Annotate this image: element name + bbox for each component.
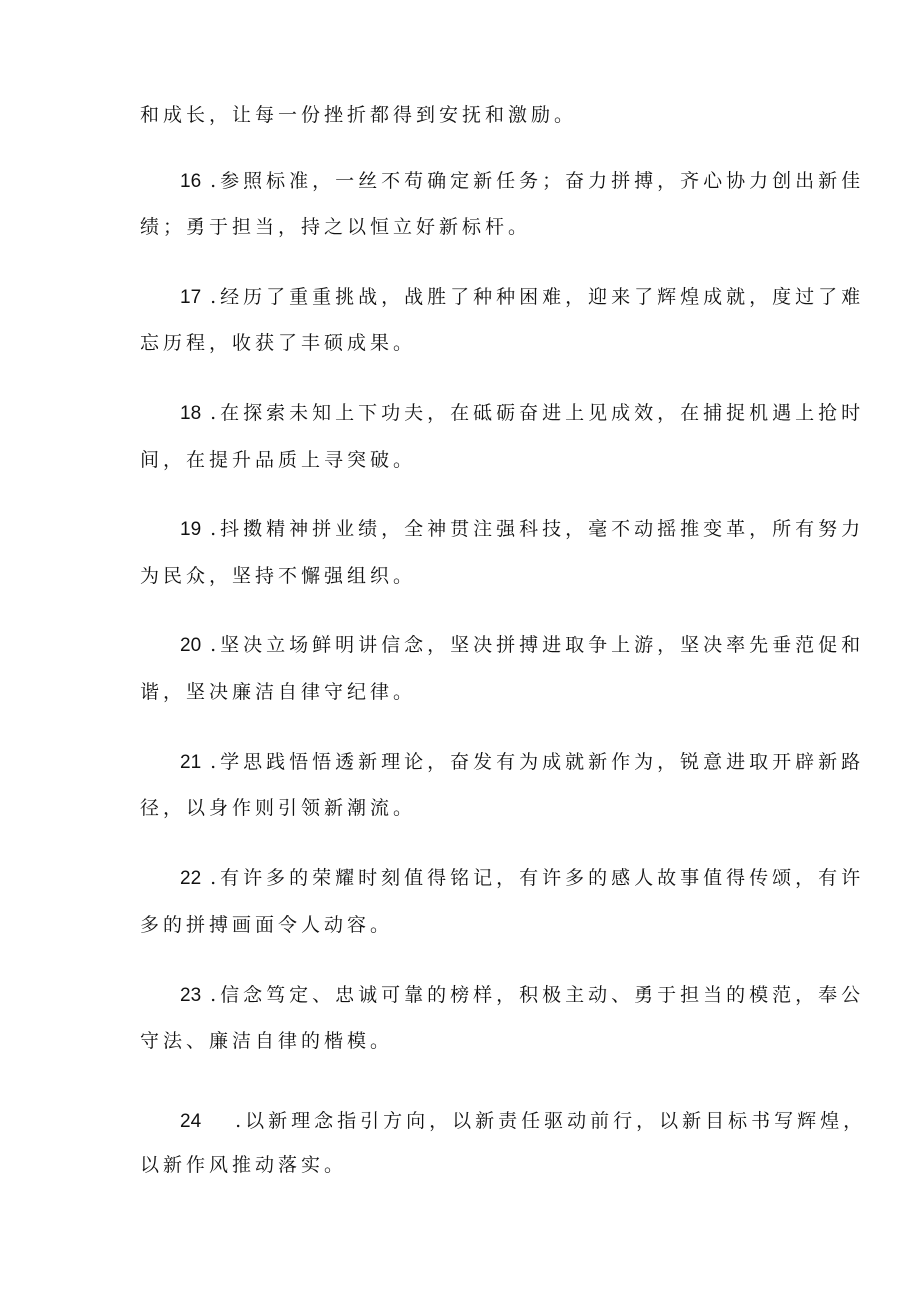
item-16-line-2: 绩；勇于担当，持之以恒立好新标杆。 (140, 216, 532, 238)
item-22-line-2: 多的拼搏画面令人动容。 (140, 914, 394, 936)
item-text: .信念笃定、忠诚可靠的榜样，积极主动、勇于担当的模范，奉公 (210, 984, 865, 1006)
item-17-line-2: 忘历程，收获了丰硕成果。 (140, 332, 417, 354)
item-23-line-2: 守法、廉洁自律的楷模。 (140, 1030, 394, 1052)
item-text: .以新理念指引方向，以新责任驱动前行，以新目标书写辉煌， (235, 1110, 867, 1132)
item-19-line-2: 为民众，坚持不懈强组织。 (140, 565, 417, 587)
item-text: .有许多的荣耀时刻值得铭记，有许多的感人故事值得传颂，有许 (210, 867, 865, 889)
item-23-line-1 (180, 983, 864, 1008)
item-18-line-1 (180, 401, 864, 426)
item-text: .在探索未知上下功夫，在砥砺奋进上见成效，在捕捉机遇上抢时 (210, 402, 865, 424)
item-number: 23 (180, 985, 202, 1006)
item-number: 19 (180, 519, 202, 540)
item-number: 22 (180, 868, 202, 889)
item-text: .抖擞精神拼业绩，全神贯注强科技，毫不动摇推变革，所有努力 (210, 518, 865, 540)
item-text: .坚决立场鲜明讲信念，坚决拼搏进取争上游，坚决率先垂范促和 (210, 634, 865, 656)
item-18-line-2: 间，在提升品质上寻突破。 (140, 449, 417, 471)
item-22-line-1 (180, 866, 864, 891)
item-number: 17 (180, 287, 202, 308)
item-number: 21 (180, 752, 202, 773)
item-24-line-1 (180, 1109, 866, 1134)
item-21-line-1 (180, 750, 864, 775)
item-24-line-2: 以新作风推动落实。 (140, 1154, 348, 1176)
item-19-line-1 (180, 517, 864, 542)
item-number: 16 (180, 171, 202, 192)
item-number: 18 (180, 403, 202, 424)
item-21-line-2: 径，以身作则引领新潮流。 (140, 797, 417, 819)
item-text: .经历了重重挑战，战胜了种种困难，迎来了辉煌成就，度过了难 (210, 286, 865, 308)
item-number: 24 (180, 1111, 202, 1132)
item-text: .学思践悟悟透新理论，奋发有为成就新作为，锐意进取开辟新路 (210, 751, 865, 773)
item-16-line-1 (180, 169, 864, 194)
item-text: .参照标准，一丝不苟确定新任务；奋力拼搏，齐心协力创出新佳 (210, 170, 865, 192)
leading-line: 和成长，让每一份挫折都得到安抚和激励。 (140, 104, 578, 126)
item-20-line-1 (180, 633, 864, 658)
item-17-line-1 (180, 285, 864, 310)
item-number: 20 (180, 635, 202, 656)
item-20-line-2: 谐，坚决廉洁自律守纪律。 (140, 681, 417, 703)
